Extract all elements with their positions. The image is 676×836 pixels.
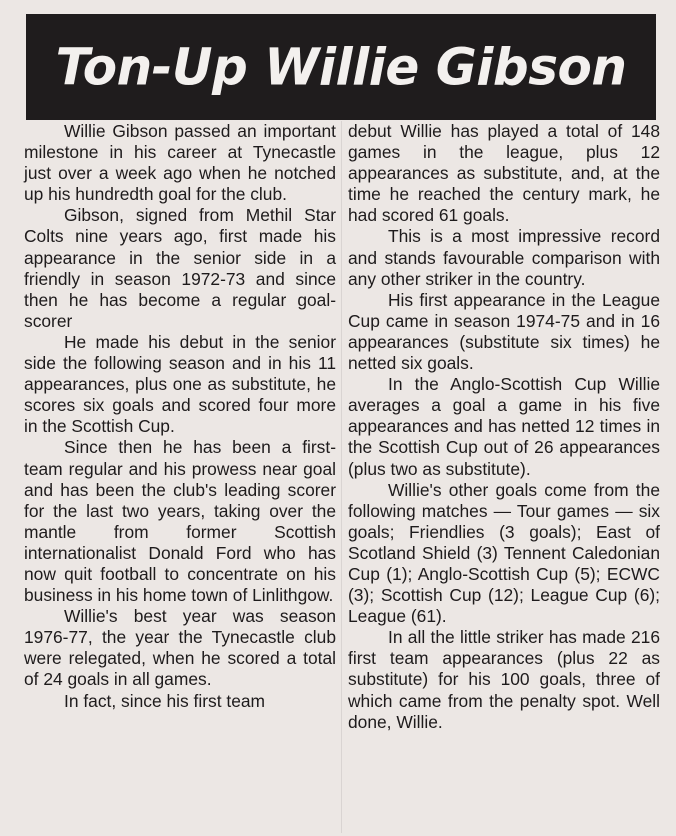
paragraph: Willie's other goals come from the following matches — Tour games — six goals; Friendlies (3 goals); East of Scotland Shield (3) Tennent Caledonian Cup (1); Anglo-Scottish Cup (5); ECWC (3); Scottish Cup (12); League Cup (6); League (61).: [348, 479, 660, 627]
paragraph: Willie Gibson passed an important milestone in his career at Tynecastle just over a week ago when he notched up his hundredth goal for the club.: [24, 121, 336, 205]
right-column: [348, 121, 660, 733]
left-column: [24, 121, 336, 712]
column-divider: [341, 121, 342, 833]
headline-banner: [26, 14, 656, 120]
paragraph: His first appearance in the League Cup came in season 1974-75 and in 16 appearances (substitute six times) he netted six goals.: [348, 289, 660, 374]
paragraph: In all the little striker has made 216 first team appearances (plus 22 as substitute) for his 100 goals, three of which came from the penalty spot. Well done, Willie.: [348, 627, 660, 732]
article-body: [24, 121, 664, 833]
headline: Ton-Up Willie Gibson: [55, 37, 627, 97]
paragraph: Willie's best year was season 1976-77, the year the Tynecastle club were relegated, when he scored a total of 24 goals in all games.: [24, 606, 336, 690]
paragraph: This is a most impressive record and stands favourable comparison with any other striker in the country.: [348, 226, 660, 289]
paragraph: He made his debut in the senior side the following season and in his 11 appearances, plus one as substitute, he scores six goals and scored four more in the Scottish Cup.: [24, 331, 336, 437]
paragraph: In the Anglo-Scottish Cup Willie averages a goal a game in his five appearances and has netted 12 times in the Scottish Cup out of 26 appearances (plus two as substitute).: [348, 374, 660, 479]
paragraph: Since then he has been a first-team regular and his prowess near goal and has been the club's leading scorer for the last two years, taking over the mantle from former Scottish internationalist Donald Ford who has now quit football to concentrate on his business in his home town of Linlithgow.: [24, 437, 336, 606]
paragraph: debut Willie has played a total of 148 games in the league, plus 12 appearances as substitute, and, at the time he reached the century mark, he had scored 61 goals.: [348, 121, 660, 226]
paragraph: In fact, since his first team: [64, 690, 266, 711]
paragraph: Gibson, signed from Methil Star Colts nine years ago, first made his appearance in the senior side in a friendly in season 1972-73 and since then he has become a regular goal-scorer: [24, 205, 336, 331]
